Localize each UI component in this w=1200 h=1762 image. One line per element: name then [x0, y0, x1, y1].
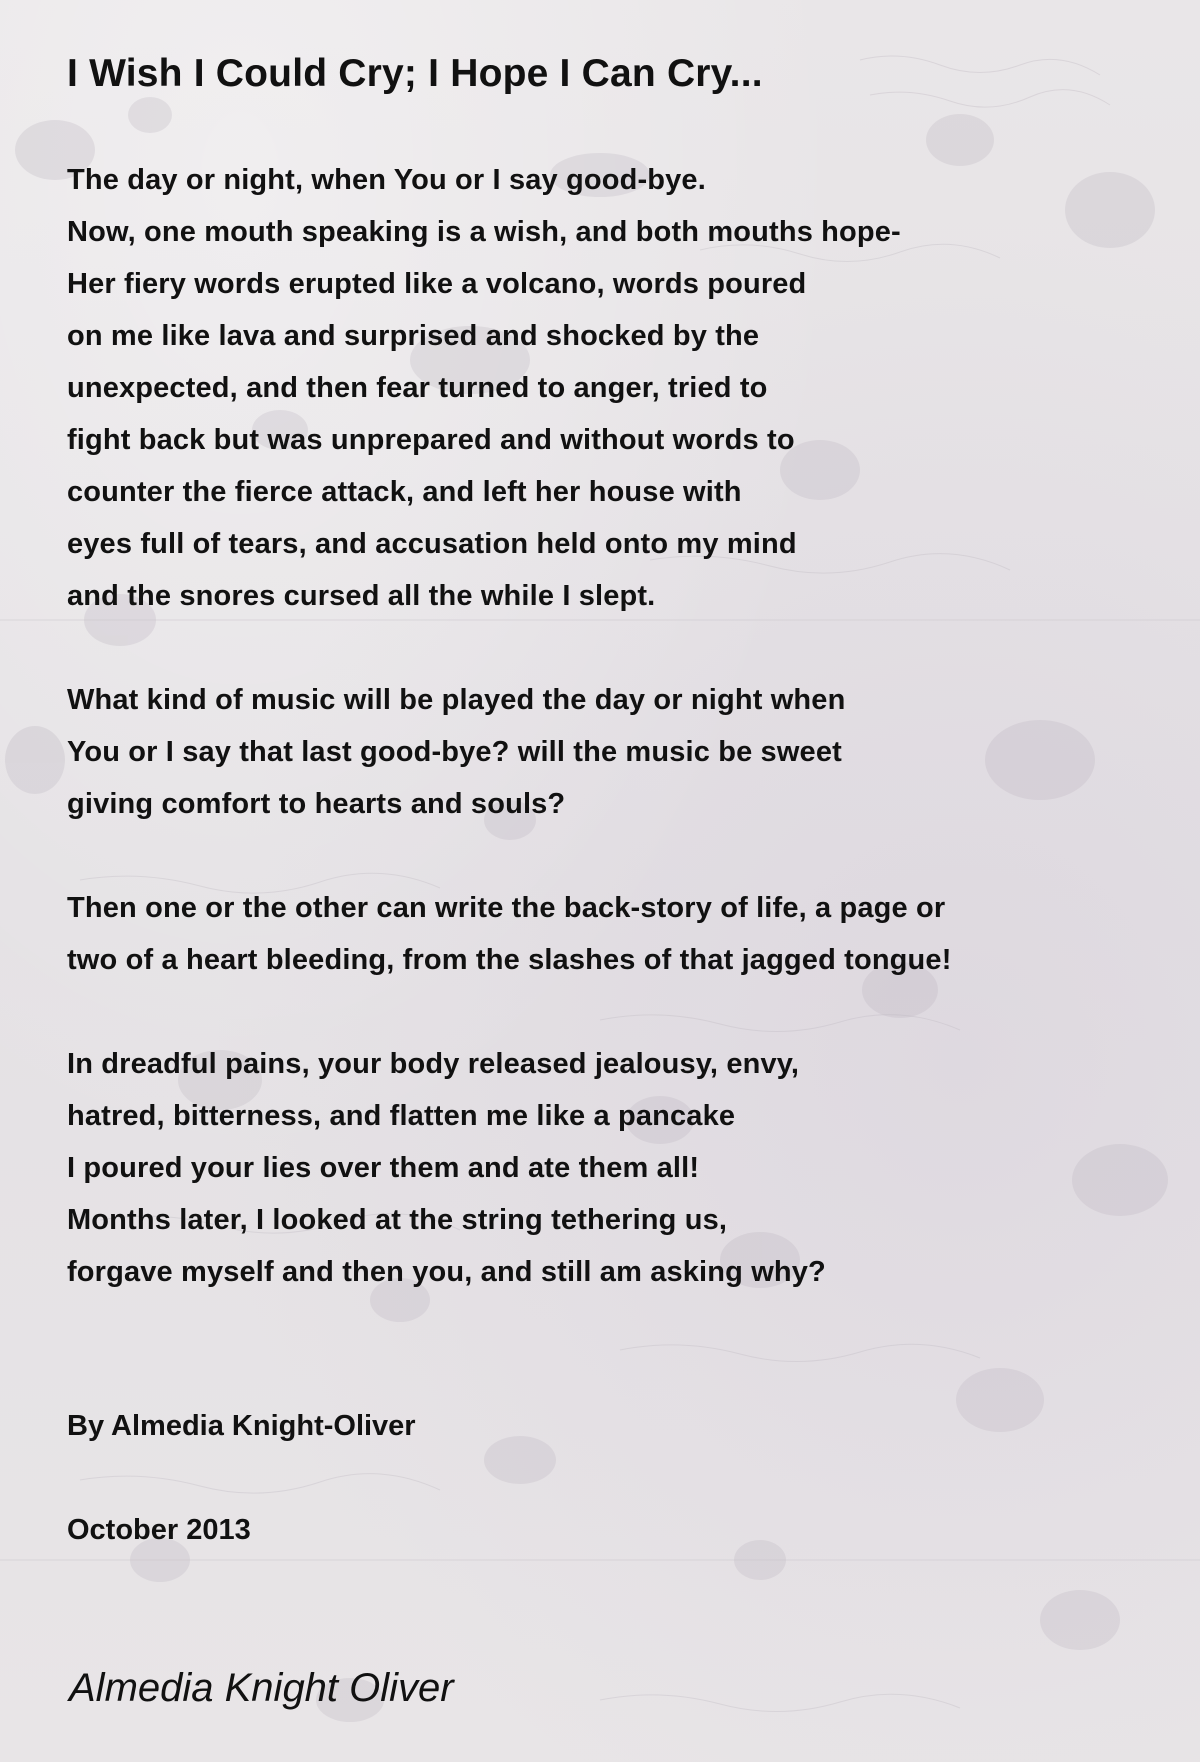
poem-title: I Wish I Could Cry; I Hope I Can Cry...	[67, 52, 763, 95]
poem-line: You or I say that last good-bye? will the music be sweet	[67, 736, 842, 768]
stanza-2	[67, 674, 1167, 830]
poem-line: counter the fierce attack, and left her house with	[67, 476, 742, 508]
poem-line: eyes full of tears, and accusation held onto my mind	[67, 528, 797, 560]
author-byline: By Almedia Knight-Oliver	[67, 1410, 416, 1442]
poem-line: giving comfort to hearts and souls?	[67, 788, 566, 820]
poem-line: Her fiery words erupted like a volcano, words poured	[67, 268, 807, 300]
poem-line: hatred, bitterness, and flatten me like a pancake	[67, 1100, 736, 1132]
poem-line: The day or night, when You or I say good-bye.	[67, 164, 706, 196]
poem-line: fight back but was unprepared and without words to	[67, 424, 795, 456]
poem-date: October 2013	[67, 1514, 251, 1546]
poem-line: Months later, I looked at the string tethering us,	[67, 1204, 728, 1236]
poem-body	[67, 154, 1167, 1350]
poem-line: What kind of music will be played the day or night when	[67, 684, 846, 716]
poem-line: In dreadful pains, your body released jealousy, envy,	[67, 1048, 800, 1080]
poem-line: forgave myself and then you, and still am asking why?	[67, 1256, 826, 1288]
poem-line: two of a heart bleeding, from the slashes of that jagged tongue!	[67, 944, 952, 976]
stanza-3	[67, 882, 1167, 986]
stanza-4	[67, 1038, 1167, 1298]
poem-line: Then one or the other can write the back-story of life, a page or	[67, 892, 946, 924]
poem-line: I poured your lies over them and ate them all!	[67, 1152, 700, 1184]
poem-line: and the snores cursed all the while I slept.	[67, 580, 656, 612]
poem-line: on me like lava and surprised and shocked by the	[67, 320, 760, 352]
author-signature: Almedia Knight Oliver	[69, 1666, 454, 1710]
stanza-1	[67, 154, 1167, 622]
poem-line: Now, one mouth speaking is a wish, and both mouths hope-	[67, 216, 901, 248]
poem-line: unexpected, and then fear turned to anger, tried to	[67, 372, 768, 404]
